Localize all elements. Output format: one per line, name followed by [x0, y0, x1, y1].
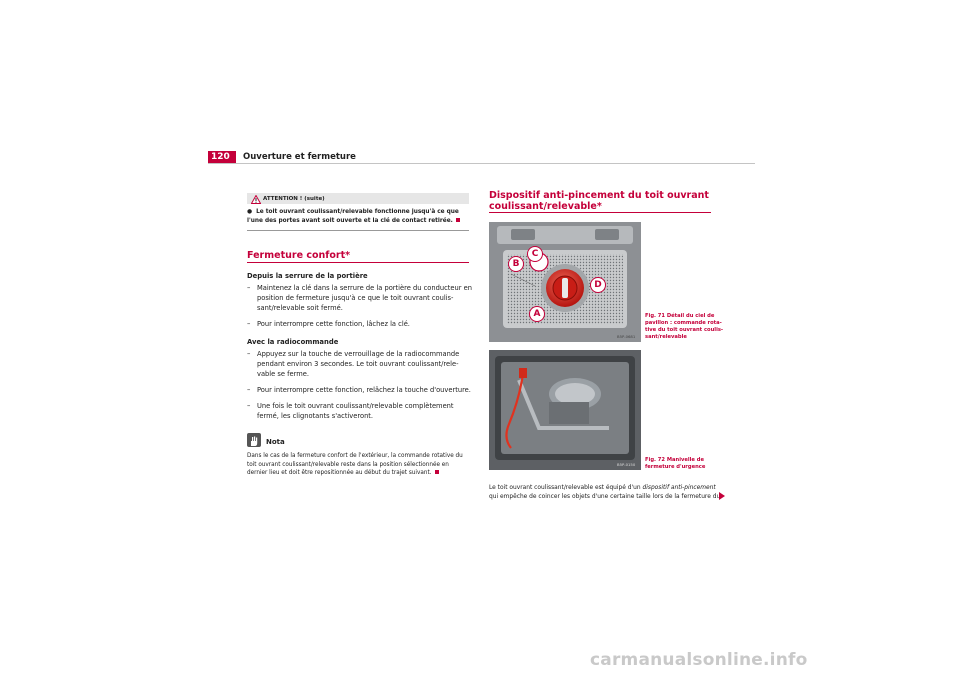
list-item: – Appuyez sur la touche de verrouillage de la radiocommande pendant environ 3 secondes. Le toit ouvrant coulissant/rele-vable se ferme.	[247, 350, 460, 378]
section-rule	[247, 262, 469, 263]
figure-71-image	[489, 222, 641, 342]
note-body: Dans le cas de la fermeture confort de l'extérieur, la commande rotative du toit ouvrant coulissant/relevable reste dans la position sélectionnée en dernier lieu et doit être repositionnée au début du trajet suivant.	[247, 453, 463, 477]
running-title: Ouverture et fermeture	[243, 152, 356, 162]
warning-text: Le toit ouvrant coulissant/relevable fonctionne jusqu'à ce que l'une des portes avant soit ouverte et la clé de contact retirée.	[247, 209, 459, 224]
end-mark-icon	[456, 218, 460, 222]
list-item: – Pour interrompre cette fonction, relâchez la touche d'ouverture.	[247, 386, 471, 394]
list-item: – Maintenez la clé dans la serrure de la portière du conducteur en position de fermeture jusqu'à ce que le toit ouvrant coulis-sant/relevable soit fermé.	[247, 284, 472, 312]
warning-box	[247, 193, 469, 231]
note-hand-icon	[247, 433, 261, 447]
end-mark-icon	[435, 470, 439, 474]
figure-72-caption: Fig. 72 Manivelle de fermeture d'urgence	[645, 457, 706, 470]
warning-triangle-icon	[251, 195, 261, 204]
warning-title: ATTENTION ! (suite)	[263, 196, 325, 202]
page-number: 120	[208, 151, 236, 163]
label-c-icon: C	[527, 246, 543, 262]
bullet-icon: ●	[247, 209, 257, 215]
section-rule	[489, 212, 711, 213]
subheading-serrure: Depuis la serrure de la portière	[247, 272, 368, 280]
figure-72-image	[489, 350, 641, 470]
list-item: – Une fois le toit ouvrant coulissant/relevable complètement fermé, les clignotants s'activeront.	[247, 402, 454, 420]
header-rule	[208, 163, 755, 164]
watermark: carmanualsonline.info	[590, 650, 808, 670]
label-d-icon: D	[590, 277, 606, 293]
section-heading-anti-pincement: Dispositif anti-pincement du toit ouvrant coulissant/relevable*	[489, 190, 709, 212]
subheading-radiocommande: Avec la radiocommande	[247, 338, 339, 346]
figure-71-caption: Fig. 71 Détail du ciel de pavillon : commande rota-tive du toit ouvrant coulis-sant/relevable	[645, 313, 724, 340]
label-b-icon: B	[508, 256, 524, 272]
figure-code: B5P-0681	[617, 334, 636, 339]
figure-code: B5P-0150	[617, 462, 636, 467]
section-heading-fermeture-confort: Fermeture confort*	[247, 250, 351, 261]
continue-arrow-icon	[719, 492, 725, 500]
label-a-icon: A	[529, 306, 545, 322]
list-item: – Pour interrompre cette fonction, lâchez la clé.	[247, 320, 410, 328]
warning-body	[247, 208, 469, 226]
body-paragraph: Le toit ouvrant coulissant/relevable est équipé d'un dispositif anti-pincement qui empêche de coincer les objets d'une certaine taille lors de la fermeture du	[489, 485, 721, 500]
note-title: Nota	[266, 438, 285, 446]
